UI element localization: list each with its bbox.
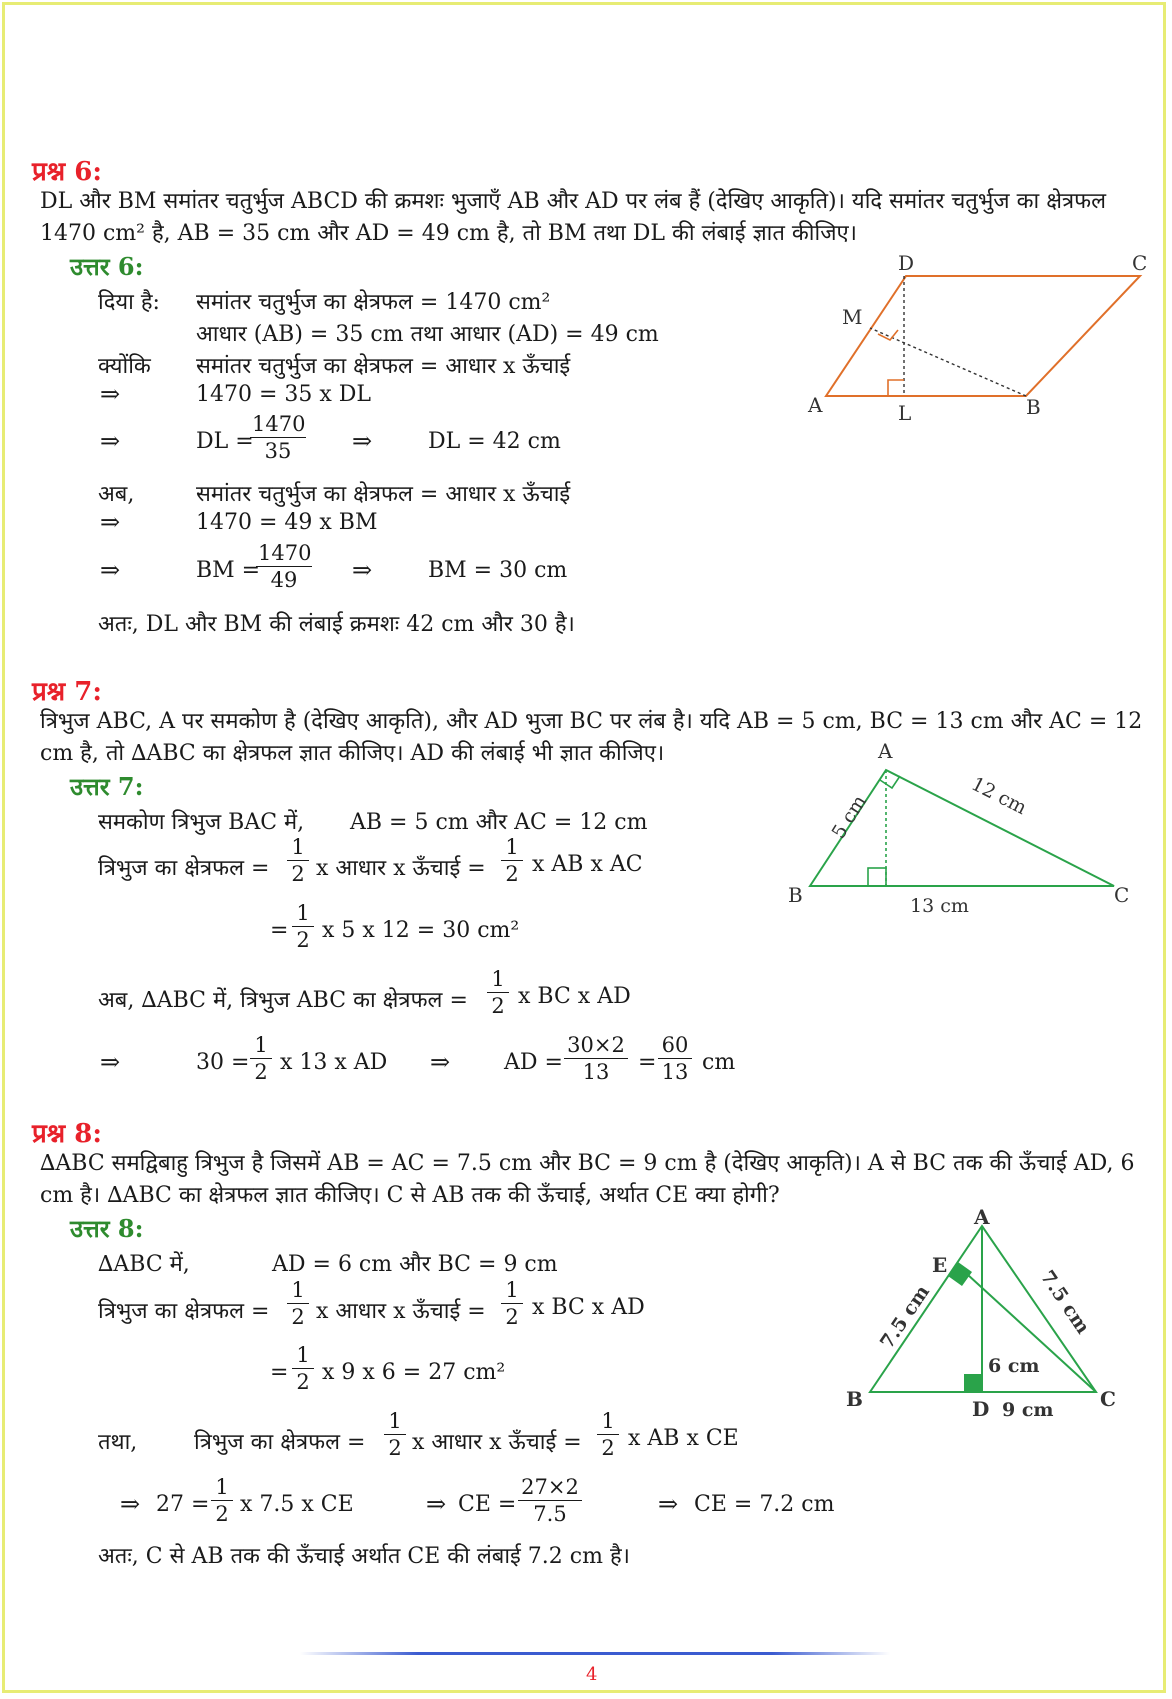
given-label: दिया है: [98,290,160,315]
denominator: 13 [661,1060,689,1084]
ce-lhs: CE = [458,1492,517,1517]
numerator: 1 [292,900,314,927]
numerator: 1 [211,1474,233,1501]
area-formula: समांतर चतुर्भुज का क्षेत्रफल = आधार x ऊँचाई [196,354,571,379]
denominator: 7.5 [533,1502,567,1526]
numerator: 1 [287,1277,309,1304]
label-ac: 7.5 cm [1035,1266,1094,1338]
given-sides: AB = 5 cm और AC = 12 cm [350,810,648,835]
area-label: त्रिभुज का क्षेत्रफल = [98,856,270,881]
bm-numerator: 1470 [258,541,312,565]
ab-ce-product: x AB x CE [628,1426,739,1451]
denominator: 2 [505,862,519,886]
label-ab: 7.5 cm [875,1281,935,1353]
bc-ad-product: x BC x AD [518,984,631,1009]
question-8-title: प्रश्न 8: [32,1119,102,1149]
label-m: M [842,305,863,329]
implies-arrow: ⇒ [100,380,121,408]
label-b: B [846,1387,863,1411]
question-7-text: त्रिभुज ABC, A पर समकोण है (देखिए आकृति), और AD भुजा BC पर लंब है। यदि AB = 5 cm, BC = 13 cm और AC = 12 cm है, तो ∆ABC का क्षेत्रफल ज्ञात कीजिए। AD की लंबाई भी ज्ञात कीजिए। [40,709,1143,766]
right-angle-e [948,1262,972,1286]
dl-denominator: 35 [264,439,292,463]
now-label: अब, [98,482,135,507]
denominator: 2 [296,928,310,952]
ad-fraction-2 [658,1032,692,1085]
label-ab: 5 cm [827,791,872,843]
label-a: A [878,739,893,763]
question-8-text: ∆ABC समद्विबाहु त्रिभुज है जिसमें AB = AC = 7.5 cm और BC = 9 cm है (देखिए आकृति)। A से BC तक की ऊँचाई AD, 6 cm है। ∆ABC का क्षेत्रफल ज्ञात कीजिए। C से AB तक की ऊँचाई, अर्थात CE क्या होगी? [40,1151,1135,1208]
right-triangle-figure [780,738,1140,918]
label-dc: 9 cm [1002,1399,1054,1421]
given-values: AD = 6 cm और BC = 9 cm [272,1252,558,1277]
right-angle-d [964,1374,982,1392]
denominator: 2 [491,994,505,1018]
altitude-bm [870,328,1026,396]
right-angle-m [878,330,898,340]
parallelogram-figure [800,250,1148,430]
bm-result: BM = 30 cm [428,558,568,583]
question-6-text: DL और BM समांतर चतुर्भुज ABCD की क्रमशः भुजाएँ AB और AD पर लंब हैं (देखिए आकृति)। यदि समांतर चतुर्भुज का क्षेत्रफल 1470 cm² है, AB = 35 cm और AD = 49 cm है, तो BM तथा DL की लंबाई ज्ञात कीजिए। [40,189,1107,246]
equals-sign: = [638,1050,657,1075]
label-a: A [974,1205,990,1229]
label-c: C [1132,251,1148,275]
numerator: 1 [287,834,309,861]
area-label-2: त्रिभुज का क्षेत्रफल = [194,1430,366,1455]
label-d: D [898,251,915,275]
equals-sign: = [270,1360,289,1385]
numerator: 1 [487,966,509,993]
step-lhs: 27 = [156,1492,210,1517]
half-fraction [501,1277,523,1330]
answer-6-title: उत्तर 6: [70,252,144,281]
denominator: 2 [291,1305,305,1329]
label-l: L [898,401,912,425]
denominator: 2 [505,1305,519,1329]
base-height-text: x आधार x ऊँचाई = [316,1299,486,1324]
ad-lhs: AD = [504,1050,563,1075]
since-label: क्योंकि [98,354,151,379]
label-a: A [808,393,823,417]
half-fraction [501,834,523,887]
ce-fraction [518,1474,582,1527]
step-rest: x 13 x AD [280,1050,388,1075]
label-ad: 6 cm [988,1355,1040,1377]
denominator: 2 [291,862,305,886]
bm-lhs: BM = [196,558,261,583]
triangle-abc [810,770,1114,886]
right-angle-d [868,868,886,886]
numerator: 1 [292,1342,314,1369]
label-bc: 13 cm [910,895,969,917]
numerator: 30×2 [564,1032,628,1059]
numerator: 1 [384,1408,406,1435]
denominator: 2 [601,1436,615,1460]
half-fraction [597,1408,619,1461]
half-fraction [211,1474,233,1527]
half-fraction [287,834,309,887]
right-angle-l [888,380,904,396]
implies-arrow: ⇒ [100,427,121,455]
label-b: B [1026,395,1041,419]
answer-8-title: उत्तर 8: [70,1214,144,1243]
isosceles-triangle-figure [830,1205,1130,1450]
given-bases: आधार (AB) = 35 cm तथा आधार (AD) = 49 cm [196,322,659,347]
label-d: D [972,1397,990,1421]
now-abc-line: अब, ∆ABC में, त्रिभुज ABC का क्षेत्रफल = [98,988,468,1013]
ad-unit: cm [702,1050,736,1075]
half-fraction [384,1408,406,1461]
area-formula-2: समांतर चतुर्भुज का क्षेत्रफल = आधार x ऊँचाई [196,482,571,507]
numerator: 1 [597,1408,619,1435]
label-c: C [1114,883,1130,907]
half-fraction [292,1342,314,1395]
implies-arrow: ⇒ [120,1490,141,1518]
area-calc: x 9 x 6 = 27 cm² [322,1360,506,1385]
numerator: 27×2 [518,1474,582,1501]
question-7-title: प्रश्न 7: [32,677,102,707]
dl-numerator: 1470 [252,412,306,436]
bc-ad-product: x BC x AD [532,1295,645,1320]
q6-conclusion: अतः, DL और BM की लंबाई क्रमशः 42 cm और 30 है। [98,612,575,637]
denominator: 2 [215,1502,229,1526]
ab-ac-product: x AB x AC [532,852,643,877]
implies-arrow: ⇒ [352,556,373,584]
triangle-line: ∆ABC में, [98,1252,190,1277]
ad-fraction-1 [564,1032,628,1085]
base-height-text-2: x आधार x ऊँचाई = [412,1430,582,1455]
numerator: 1 [501,834,523,861]
denominator: 2 [254,1060,268,1084]
denominator: 2 [296,1370,310,1394]
numerator: 1 [501,1277,523,1304]
dl-result: DL = 42 cm [428,429,561,454]
half-fraction [487,966,509,1019]
label-e: E [932,1253,948,1277]
base-height-text: x आधार x ऊँचाई = [316,856,486,881]
question-6-title: प्रश्न 6: [32,157,102,187]
numerator: 1 [250,1032,272,1059]
numerator: 60 [658,1032,692,1059]
ce-result: CE = 7.2 cm [694,1492,835,1517]
given-area: समांतर चतुर्भुज का क्षेत्रफल = 1470 cm² [196,290,551,315]
area-calc: x 5 x 12 = 30 cm² [322,918,520,943]
right-angle-a [880,776,900,788]
step-rest: x 7.5 x CE [240,1492,354,1517]
also-label: तथा, [98,1430,138,1455]
implies-arrow: ⇒ [658,1490,679,1518]
label-c: C [1100,1387,1116,1411]
footer-divider [300,1652,890,1655]
implies-arrow: ⇒ [426,1490,447,1518]
implies-arrow: ⇒ [100,508,121,536]
dl-fraction [250,411,306,464]
equals-sign: = [270,918,289,943]
denominator: 13 [582,1060,610,1084]
dl-lhs: DL = [196,429,254,454]
half-fraction [292,900,314,953]
bm-fraction [256,540,312,593]
step-lhs: 30 = [196,1050,250,1075]
label-b: B [788,883,803,907]
implies-arrow: ⇒ [100,556,121,584]
implies-arrow: ⇒ [352,427,373,455]
q8-conclusion: अतः, C से AB तक की ऊँचाई अर्थात CE की लंबाई 7.2 cm है। [98,1544,630,1569]
half-fraction [250,1032,272,1085]
implies-arrow: ⇒ [100,1048,121,1076]
area-label: त्रिभुज का क्षेत्रफल = [98,1299,270,1324]
page-number: 4 [586,1664,598,1685]
answer-7-title: उत्तर 7: [70,772,144,801]
bm-denominator: 49 [270,568,298,592]
step-dl: 1470 = 35 x DL [196,382,372,407]
right-triangle-line: समकोण त्रिभुज BAC में, [98,810,305,835]
parallelogram-abcd [826,276,1140,396]
step-bm: 1470 = 49 x BM [196,510,378,535]
half-fraction [287,1277,309,1330]
implies-arrow: ⇒ [430,1048,451,1076]
denominator: 2 [388,1436,402,1460]
label-ac: 12 cm [967,772,1031,820]
